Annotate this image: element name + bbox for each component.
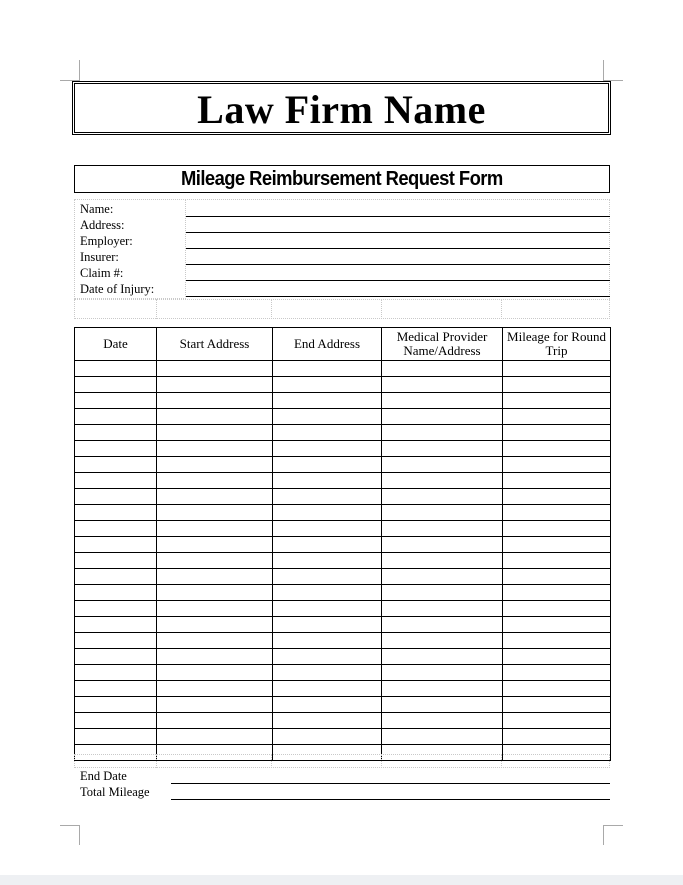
column-header-medical-provider: Medical Provider Name/Address [382,328,503,361]
table-cell[interactable] [75,521,157,537]
table-cell[interactable] [503,713,611,729]
table-cell[interactable] [503,681,611,697]
table-cell[interactable] [382,521,503,537]
firm-name: Law Firm Name [197,86,486,132]
table-cell[interactable] [157,441,273,457]
table-cell[interactable] [157,697,273,713]
table-cell[interactable] [75,537,157,553]
table-header-row [75,328,611,361]
table-cell[interactable] [273,457,382,473]
footer-label: Total Mileage [80,785,150,799]
info-row-address [74,217,610,233]
table-row [75,713,611,729]
table-cell[interactable] [273,617,382,633]
footer-label: End Date [80,769,127,783]
table-cell[interactable] [157,361,273,377]
table-cell[interactable] [503,569,611,585]
table-row [75,633,611,649]
form-title-box [74,165,610,193]
table-cell[interactable] [503,441,611,457]
date-of-injury-field[interactable] [186,296,610,297]
table-row [75,521,611,537]
table-row [75,425,611,441]
info-row-date-of-injury [74,281,610,297]
table-cell[interactable] [382,649,503,665]
table-cell[interactable] [157,569,273,585]
column-header-mileage: Mileage for Round Trip [503,328,611,361]
table-cell[interactable] [382,377,503,393]
table-cell[interactable] [75,681,157,697]
table-cell[interactable] [382,409,503,425]
table-cell[interactable] [157,457,273,473]
summary-fields [74,768,610,800]
form-title: Mileage Reimbursement Request Form [181,167,503,190]
table-cell[interactable] [75,729,157,745]
table-cell[interactable] [273,553,382,569]
footer-row-total-mileage [74,784,610,800]
footer-grid-guide-col [156,754,272,768]
table-cell[interactable] [157,377,273,393]
table-cell[interactable] [503,505,611,521]
table-row [75,729,611,745]
table-row [75,665,611,681]
table-cell[interactable] [503,425,611,441]
table-cell[interactable] [157,393,273,409]
table-cell[interactable] [503,473,611,489]
table-cell[interactable] [382,425,503,441]
table-row [75,553,611,569]
table-cell[interactable] [382,393,503,409]
table-cell[interactable] [503,729,611,745]
column-header-date: Date [75,328,157,361]
table-cell[interactable] [503,665,611,681]
table-row [75,441,611,457]
info-row-insurer [74,249,610,265]
firm-name-box [72,81,611,135]
info-label: Insurer: [80,250,119,264]
column-header-start-address: Start Address [157,328,273,361]
table-cell[interactable] [382,457,503,473]
table-cell[interactable] [75,553,157,569]
table-cell[interactable] [75,601,157,617]
table-cell[interactable] [503,601,611,617]
table-cell[interactable] [75,425,157,441]
table-row [75,649,611,665]
crop-mark-bottom-left-h [60,825,80,826]
table-cell[interactable] [382,729,503,745]
table-row [75,569,611,585]
table-row [75,377,611,393]
table-cell[interactable] [157,601,273,617]
table-cell[interactable] [75,665,157,681]
table-cell[interactable] [382,601,503,617]
crop-mark-bottom-left-v [79,825,80,845]
table-cell[interactable] [157,713,273,729]
table-cell[interactable] [382,697,503,713]
table-cell[interactable] [157,473,273,489]
table-cell[interactable] [503,361,611,377]
table-cell[interactable] [503,393,611,409]
mileage-table [74,327,611,761]
info-label: Employer: [80,234,133,248]
table-cell[interactable] [503,617,611,633]
table-cell[interactable] [75,713,157,729]
table-cell[interactable] [273,441,382,457]
table-cell[interactable] [273,361,382,377]
table-cell[interactable] [273,425,382,441]
table-cell[interactable] [273,537,382,553]
table-cell[interactable] [503,553,611,569]
table-cell[interactable] [157,505,273,521]
table-cell[interactable] [503,537,611,553]
table-cell[interactable] [503,489,611,505]
table-cell[interactable] [273,521,382,537]
table-cell[interactable] [503,633,611,649]
table-cell[interactable] [157,585,273,601]
total-mileage-field[interactable] [171,799,610,800]
table-cell[interactable] [273,665,382,681]
page-bottom-band [0,875,683,885]
table-cell[interactable] [157,617,273,633]
footer-grid-guide [74,754,610,768]
table-cell[interactable] [382,473,503,489]
table-cell[interactable] [503,697,611,713]
table-cell[interactable] [75,649,157,665]
info-label: Date of Injury: [80,282,155,296]
table-row [75,585,611,601]
table-cell[interactable] [273,569,382,585]
info-row-employer [74,233,610,249]
table-cell[interactable] [157,553,273,569]
info-row-claim [74,265,610,281]
info-label: Name: [80,202,114,216]
table-body [75,361,611,761]
table-cell[interactable] [382,441,503,457]
table-cell[interactable] [503,585,611,601]
footer-grid-guide-col2 [381,754,502,768]
info-row-name [74,201,610,217]
table-row [75,489,611,505]
info-grid-guide-row [74,299,610,319]
claimant-info [74,201,610,297]
table-cell[interactable] [273,633,382,649]
table-cell[interactable] [273,377,382,393]
table-cell[interactable] [75,617,157,633]
table-row [75,393,611,409]
table-cell[interactable] [157,521,273,537]
table-cell[interactable] [157,681,273,697]
table-cell[interactable] [503,409,611,425]
table-cell[interactable] [382,617,503,633]
table-row [75,537,611,553]
table-cell[interactable] [382,361,503,377]
table-cell[interactable] [382,505,503,521]
table-cell[interactable] [75,489,157,505]
table-cell[interactable] [273,601,382,617]
table-row [75,681,611,697]
table-cell[interactable] [273,489,382,505]
table-cell[interactable] [75,569,157,585]
crop-mark-bottom-right-h [603,825,623,826]
table-cell[interactable] [157,649,273,665]
table-cell[interactable] [75,377,157,393]
table-cell[interactable] [157,665,273,681]
table-cell[interactable] [273,713,382,729]
table-row [75,361,611,377]
table-cell[interactable] [273,585,382,601]
table-row [75,409,611,425]
table-cell[interactable] [382,537,503,553]
table-cell[interactable] [157,425,273,441]
info-grid-guide-col2 [156,299,272,319]
table-cell[interactable] [503,457,611,473]
table-cell[interactable] [273,409,382,425]
table-cell[interactable] [503,649,611,665]
table-cell[interactable] [273,649,382,665]
table-cell[interactable] [273,505,382,521]
table-cell[interactable] [75,409,157,425]
column-header-end-address: End Address [273,328,382,361]
table-cell[interactable] [157,729,273,745]
table-cell[interactable] [382,489,503,505]
table-cell[interactable] [382,553,503,569]
table-row [75,697,611,713]
table-cell[interactable] [157,537,273,553]
table-cell[interactable] [273,681,382,697]
table-cell[interactable] [75,473,157,489]
table-cell[interactable] [75,361,157,377]
table-cell[interactable] [75,633,157,649]
table-cell[interactable] [273,473,382,489]
table-cell[interactable] [382,681,503,697]
crop-mark-bottom-right-v [603,825,604,845]
table-row [75,505,611,521]
table-cell[interactable] [75,393,157,409]
table-cell[interactable] [382,569,503,585]
table-cell[interactable] [382,633,503,649]
table-cell[interactable] [75,441,157,457]
table-cell[interactable] [75,505,157,521]
footer-row-end-date [74,768,610,784]
table-cell[interactable] [382,713,503,729]
table-cell[interactable] [157,489,273,505]
table-cell[interactable] [503,377,611,393]
table-cell[interactable] [75,457,157,473]
table-row [75,473,611,489]
crop-mark-top-left-v [79,60,80,80]
crop-mark-top-right-v [603,60,604,80]
table-cell[interactable] [157,633,273,649]
info-label: Claim #: [80,266,124,280]
table-cell[interactable] [75,585,157,601]
table-cell[interactable] [273,697,382,713]
table-row [75,601,611,617]
table-cell[interactable] [75,697,157,713]
table-cell[interactable] [273,729,382,745]
table-cell[interactable] [382,585,503,601]
table-row [75,457,611,473]
table-cell[interactable] [382,665,503,681]
info-grid-guide-col3 [381,299,502,319]
table-cell[interactable] [273,393,382,409]
info-label: Address: [80,218,125,232]
table-cell[interactable] [503,521,611,537]
table-row [75,617,611,633]
table-cell[interactable] [157,409,273,425]
